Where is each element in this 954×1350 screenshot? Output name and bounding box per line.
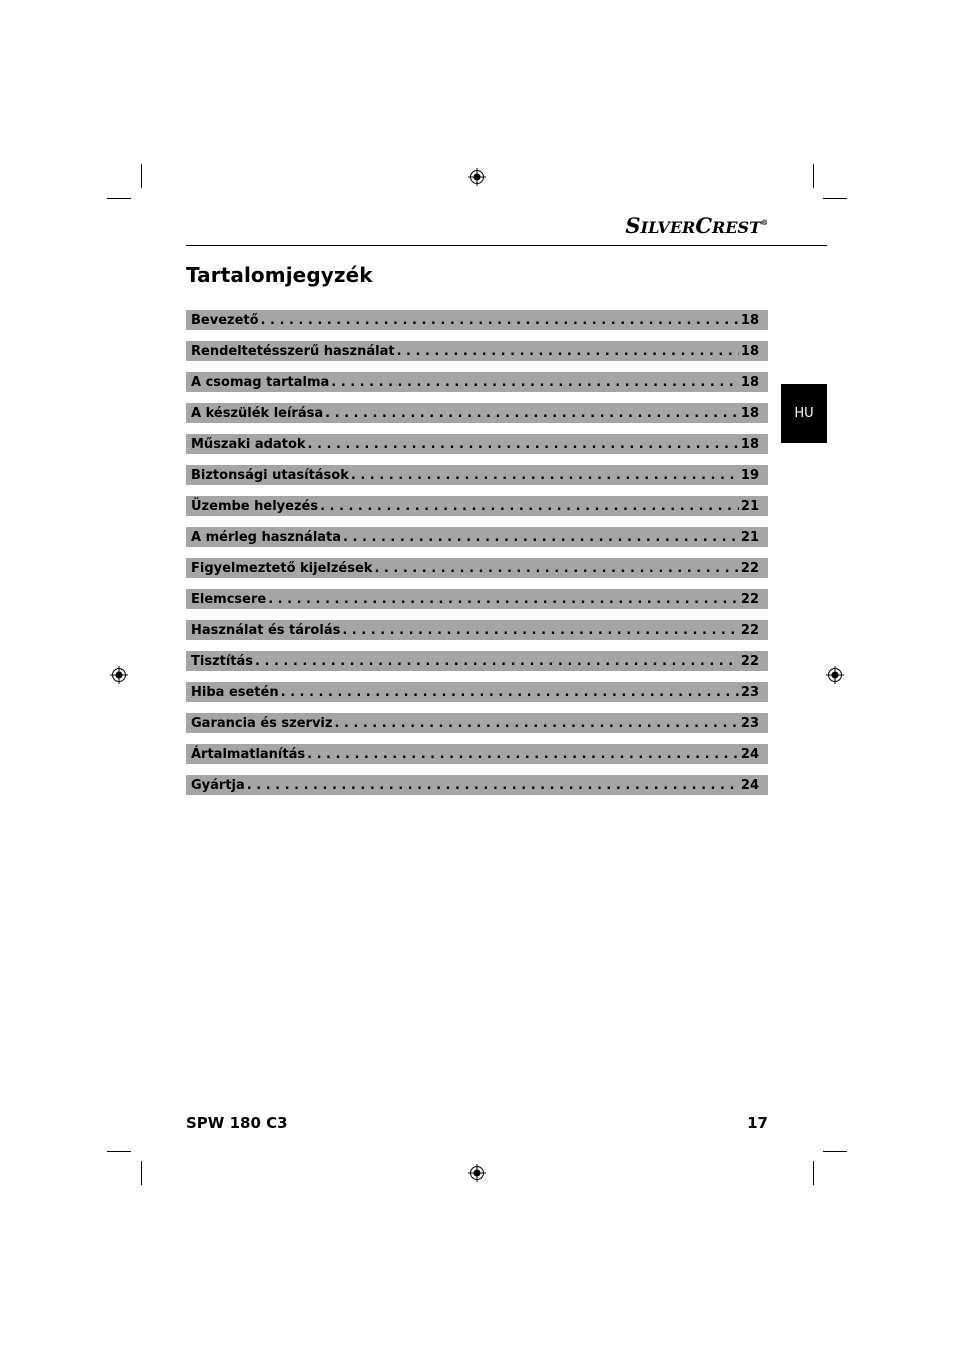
toc-entry-page: 18 bbox=[740, 436, 759, 452]
toc-entry-page: 21 bbox=[740, 498, 759, 514]
toc-entry-leader bbox=[325, 406, 739, 421]
toc-entry[interactable] bbox=[186, 651, 768, 671]
toc-entry-page: 21 bbox=[740, 529, 759, 545]
toc-entry-label: A készülék leírása bbox=[191, 405, 324, 421]
crop-mark bbox=[813, 164, 814, 188]
toc-entry-page: 19 bbox=[740, 467, 759, 483]
toc-entry-page: 24 bbox=[740, 746, 759, 762]
toc-entry-leader bbox=[308, 437, 739, 452]
toc-entry-label: Bevezető bbox=[191, 312, 259, 328]
toc-entry-page: 18 bbox=[740, 343, 759, 359]
crop-mark bbox=[823, 1151, 847, 1152]
toc-entry-label: Ártalmatlanítás bbox=[191, 746, 306, 762]
toc-entry[interactable] bbox=[186, 465, 768, 485]
toc-entry[interactable] bbox=[186, 775, 768, 795]
footer-model: SPW 180 C3 bbox=[186, 1114, 288, 1132]
toc-entry-leader bbox=[281, 685, 739, 700]
footer-page-number: 17 bbox=[747, 1114, 768, 1132]
toc-entry-leader bbox=[261, 313, 739, 328]
toc-entry-label: A csomag tartalma bbox=[191, 374, 330, 390]
toc-entry-page: 22 bbox=[740, 560, 759, 576]
toc-entry-page: 23 bbox=[740, 684, 759, 700]
toc-entry-leader bbox=[342, 623, 739, 638]
toc-entry-leader bbox=[331, 375, 739, 390]
crop-mark bbox=[823, 198, 847, 199]
toc-entry-page: 18 bbox=[740, 405, 759, 421]
toc-entry[interactable] bbox=[186, 713, 768, 733]
toc-entry-leader bbox=[343, 530, 739, 545]
toc-entry-leader bbox=[397, 344, 739, 359]
toc-entry-label: Üzembe helyezés bbox=[191, 498, 319, 514]
crop-mark bbox=[813, 1161, 814, 1185]
registration-mark-icon bbox=[468, 1164, 486, 1182]
toc-entry-label: Figyelmeztető kijelzések bbox=[191, 560, 373, 576]
toc-entry[interactable] bbox=[186, 527, 768, 547]
toc-entry-label: Gyártja bbox=[191, 777, 245, 793]
toc-entry[interactable] bbox=[186, 589, 768, 609]
crop-mark bbox=[141, 164, 142, 188]
toc-entry-label: Műszaki adatok bbox=[191, 436, 306, 452]
toc-entry-label: Elemcsere bbox=[191, 591, 267, 607]
toc-entry-page: 23 bbox=[740, 715, 759, 731]
toc-entry-label: Biztonsági utasítások bbox=[191, 467, 349, 483]
toc-entry-page: 18 bbox=[740, 374, 759, 390]
crop-mark bbox=[107, 1151, 131, 1152]
toc-entry[interactable] bbox=[186, 372, 768, 392]
toc-entry-page: 18 bbox=[740, 312, 759, 328]
toc-entry-leader bbox=[351, 468, 739, 483]
toc-entry-label: Hiba esetén bbox=[191, 684, 279, 700]
toc-entry-leader bbox=[255, 654, 739, 669]
toc-entry-label: Rendeltetésszerű használat bbox=[191, 343, 395, 359]
toc-entry-page: 22 bbox=[740, 622, 759, 638]
toc-entry[interactable] bbox=[186, 744, 768, 764]
page-title: Tartalomjegyzék bbox=[186, 263, 373, 287]
registration-mark-icon bbox=[110, 666, 128, 684]
toc-entry-leader bbox=[247, 778, 739, 793]
toc-entry-leader bbox=[320, 499, 739, 514]
header-rule bbox=[186, 245, 827, 246]
toc-entry-label: A mérleg használata bbox=[191, 529, 342, 545]
toc-entry-leader bbox=[334, 716, 738, 731]
toc-entry[interactable] bbox=[186, 341, 768, 361]
registration-mark-icon bbox=[826, 666, 844, 684]
toc-entry-page: 22 bbox=[740, 653, 759, 669]
toc-entry-page: 24 bbox=[740, 777, 759, 793]
toc-entry[interactable] bbox=[186, 496, 768, 516]
brand-logo: SILVERCREST® bbox=[625, 213, 768, 238]
toc-entry[interactable] bbox=[186, 403, 768, 423]
toc-entry[interactable] bbox=[186, 310, 768, 330]
toc-entry[interactable] bbox=[186, 558, 768, 578]
toc-entry-label: Garancia és szerviz bbox=[191, 715, 333, 731]
crop-mark bbox=[141, 1161, 142, 1185]
toc-entry-leader bbox=[268, 592, 739, 607]
toc-entry-leader bbox=[307, 747, 739, 762]
toc-entry[interactable] bbox=[186, 434, 768, 454]
crop-mark bbox=[107, 198, 131, 199]
toc-entry-page: 22 bbox=[740, 591, 759, 607]
table-of-contents bbox=[186, 310, 768, 806]
toc-entry-label: Használat és tárolás bbox=[191, 622, 341, 638]
toc-entry[interactable] bbox=[186, 620, 768, 640]
language-tab: HU bbox=[781, 384, 827, 443]
toc-entry-label: Tisztítás bbox=[191, 653, 254, 669]
registration-mark-icon bbox=[468, 168, 486, 186]
toc-entry[interactable] bbox=[186, 682, 768, 702]
toc-entry-leader bbox=[374, 561, 738, 576]
